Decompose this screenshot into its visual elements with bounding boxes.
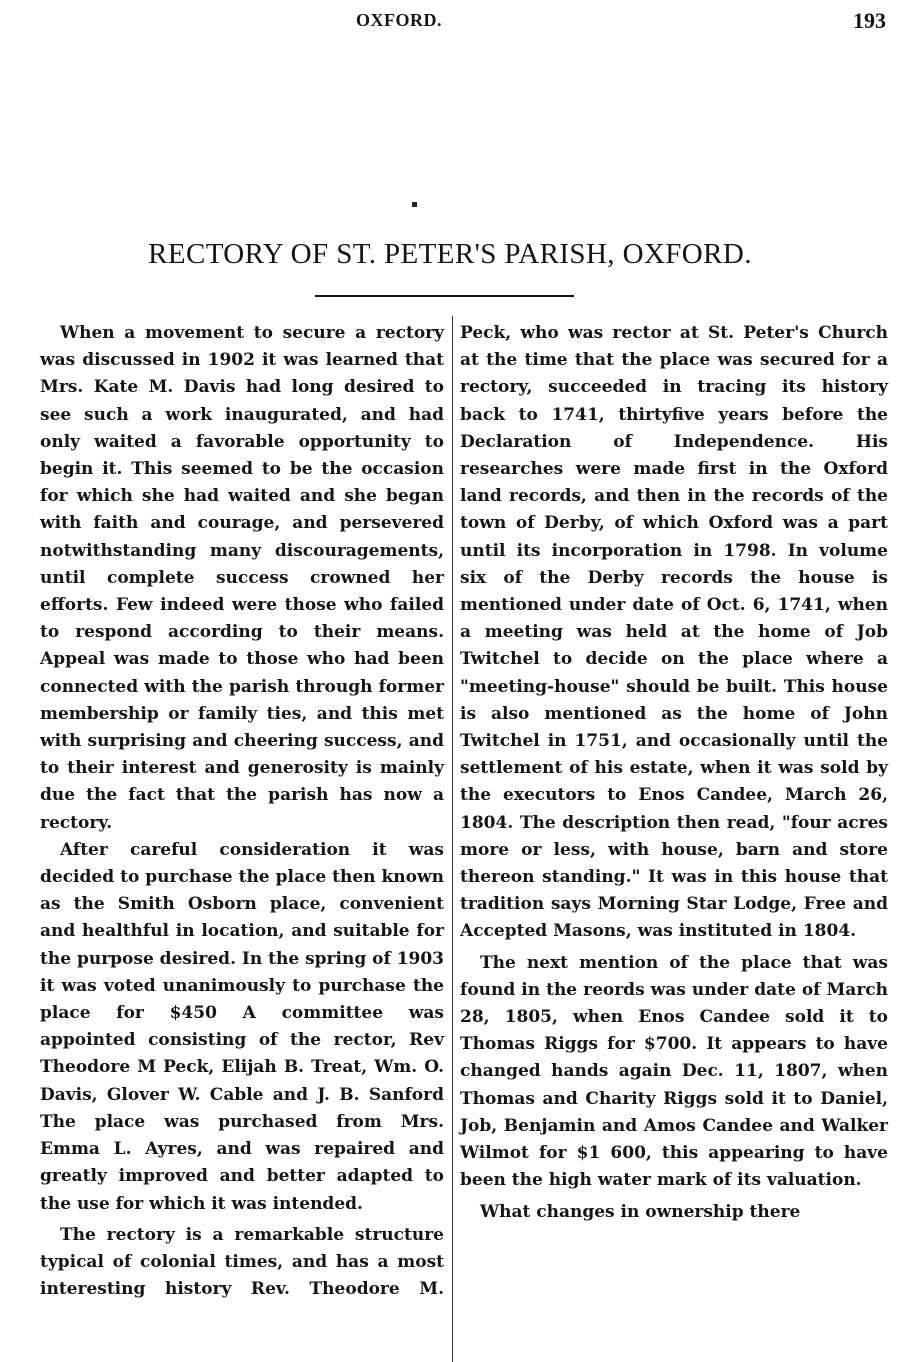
title-rule [315,295,574,297]
paragraph: When a movement to secure a rectory was discussed in 1902 it was learned that Mrs. Kate M. Davis had long desired to see such a work inaugurated, and had only waited a favorable opportunity to begin it. This seemed to be the occasion for which she had waited and she began with faith and courage, and persevered notwithstanding many discouragements, until complete success crowned her efforts. Few indeed were those who failed to respond according to their means. Appeal was made to those who had been connected with the parish through former membership or family ties, and this met with surprising and cheering success, and to their interest and generosity is mainly due the fact that the parish has now a rectory. [40,323,444,833]
left-column [40,320,444,1303]
right-column [460,320,888,1226]
paragraph: What changes in ownership there [480,1201,801,1222]
page-number: 193 [853,8,886,33]
paragraph: The rectory is a remarkable structure typical of colonial times, and has a most interesting history Rev. Theodore M. [40,1224,444,1300]
article-title: RECTORY OF ST. PETER'S PARISH, OXFORD. [148,238,752,270]
ink-speck [412,202,417,207]
paragraph: The next mention of the place that was found in the reords was under date of March 28, 1805, when Enos Candee sold it to Thomas Riggs for $700. It appears to have changed hands again Dec. 11, 1807, when Thomas and Charity Riggs sold it to Daniel, Job, Benjamin and Amos Candee and Walker Wilmot for $1 600, this appearing to have been the high water mark of its valuation. [460,952,888,1191]
paragraph: Peck, who was rector at St. Peter's Church at the time that the place was secured for a rectory, succeeded in tracing its history back to 1741, thirtyfive years before the Declaration of Independence. His researches were made first in the Oxford land records, and then in the records of the town of Derby, of which Oxford was a part until its incorporation in 1798. In volume six of the Derby records the house is mentioned under date of Oct. 6, 1741, when a meeting was held at the home of Job Twitchel to decide on the place where a "meeting-house" should be built. This house is also mentioned as the home of John Twitchel in 1751, and occasionally until the settlement of his estate, when it was sold by the executors to Enos Candee, March 26, 1804. The description then read, "four acres more or less, with house, barn and store thereon standing." It was in this house that tradition says Morning Star Lodge, Free and Accepted Masons, was instituted in 1804. [460,323,888,942]
running-head: OXFORD. [356,10,442,30]
paragraph: After careful consideration it was decided to purchase the place then known as the Smith Osborn place, convenient and healthful in location, and suitable for the purpose desired. In the spring of 1903 it was voted unanimously to purchase the place for $450 A committee was appointed consisting of the rector, Rev Theodore M Peck, Elijah B. Treat, Wm. O. Davis, Glover W. Cable and J. B. Sanford The place was purchased from Mrs. Emma L. Ayres, and was repaired and greatly improved and better adapted to the use for which it was intended. [40,839,445,1214]
column-divider [452,316,453,1362]
